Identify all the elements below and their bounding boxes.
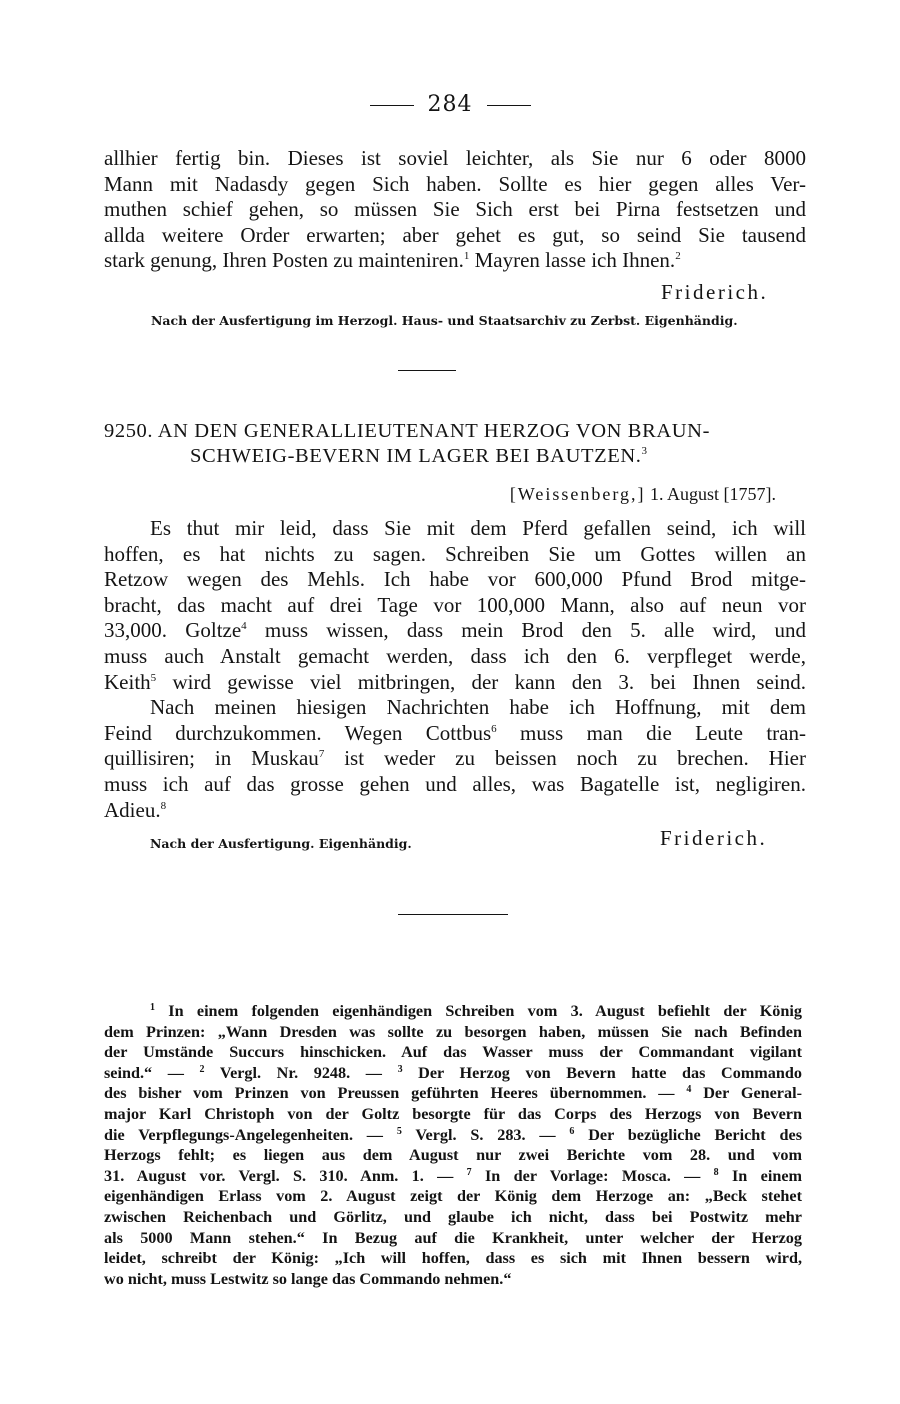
section-separator (398, 914, 508, 915)
text-line: muthen schief gehen, so müssen Sie Sich erst bei Pirna festsetzen und (104, 197, 806, 222)
footnote-ref: 5 (150, 671, 157, 684)
text-line (104, 618, 806, 644)
footnote-ref: 8 (160, 799, 167, 812)
text-line (104, 670, 806, 696)
text-segment: In einem (718, 1166, 802, 1185)
heading-line (104, 419, 806, 444)
footnote-ref: 6 (491, 722, 497, 735)
footnote-line: dem Prinzen: „Wann Dresden was sollte zu besorgen haben, müssen Sie nach Befinden (104, 1022, 802, 1041)
text-segment: Feind durchzukommen. Wegen Cottbus (104, 720, 492, 745)
footnote-marker: 1 (150, 1002, 155, 1013)
letter-heading (104, 419, 806, 469)
text-line: bracht, das macht auf drei Tage vor 100,000 Mann, also auf neun vor (104, 592, 806, 617)
footnote-line: eigenhändigen Erlass vom 2. August zeigt der König dem Herzoge an: „Beck stehet (104, 1187, 802, 1206)
footnote-line (104, 1001, 802, 1022)
footnote-marker: 2 (199, 1063, 205, 1075)
footnote-line: als 5000 Mann stehen.“ In Bezug auf die Krankheit, unter welcher der Herzog (104, 1228, 802, 1247)
text-segment: 33,000. Goltze (104, 618, 242, 643)
footnote-marker: 6 (569, 1125, 575, 1137)
text-segment: In der Vorlage: Mosca. — (471, 1166, 714, 1185)
signature: Friderich. (661, 280, 769, 304)
text-segment: Der General- (691, 1084, 802, 1103)
text-line (104, 798, 806, 824)
text-line: allda weitere Order erwarten; aber gehet es gut, so seind Sie tausend (104, 222, 806, 247)
text-segment: seind.“ — (104, 1063, 200, 1082)
page-number-header (0, 92, 900, 117)
text-segment: Adieu. (104, 797, 161, 822)
source-note: Nach der Ausfertigung im Herzogl. Haus- und Staatsarchiv zu Zerbst. Eigenhändig. (151, 313, 738, 328)
footnote-marker: 8 (713, 1166, 719, 1178)
text-line: hoffen, es hat nichts zu sagen. Schreiben Sie um Gottes willen an (104, 541, 806, 566)
text-line (104, 746, 806, 772)
footnote-line (104, 1063, 802, 1084)
text-line (104, 721, 806, 747)
letter-body (104, 516, 806, 823)
page-number: 284 (427, 92, 473, 117)
text-segment: Keith (104, 669, 151, 694)
footnote-ref: 4 (241, 620, 247, 633)
text-segment: Der Herzog von Bevern hatte das Commando (402, 1063, 802, 1082)
date-place: [Weissenberg,] (509, 484, 646, 504)
page-number-dash-left (370, 105, 414, 106)
text-segment: muss wissen, dass mein Brod den 5. alle wird, und (246, 618, 806, 643)
text-segment: die Verpflegungs-Angelegenheiten. — (104, 1125, 397, 1144)
page-number-dash-right (487, 105, 531, 106)
footnote-marker: 4 (686, 1084, 692, 1096)
text-line: Nach meinen hiesigen Nachrichten habe ich Hoffnung, mit dem (150, 695, 806, 720)
text-segment: muss man die Leute tran- (496, 720, 806, 745)
footnote-line: wo nicht, muss Lestwitz so lange das Commando nehmen.“ (104, 1269, 512, 1288)
text-segment: wird gewisse viel mitbringen, der kann den 3. bei Ihnen seind. (156, 669, 806, 694)
footnote-line: leidet, schreibt der König: „Ich will hoffen, dass es sich mit Ihnen bessern wird, (104, 1249, 802, 1268)
footnote-line (104, 1083, 802, 1104)
footnote-ref: 7 (318, 748, 325, 761)
text-segment: stark genung, Ihren Posten zu mainteniren. (104, 248, 464, 273)
text-line: muss auch Anstalt gemacht werden, dass ich den 6. verpfleget werde, (104, 643, 806, 668)
footnote-line: major Karl Christoph von der Goltz besorgte für das Corps des Herzogs von Bevern (104, 1104, 802, 1123)
continuation-text (104, 146, 806, 274)
text-line: Mann mit Nadasdy gegen Sich haben. Sollte es hier gegen alles Ver- (104, 171, 806, 196)
footnote-marker: 7 (466, 1166, 472, 1178)
footnote-line: der Umstände Succurs hinschicken. Auf das Wasser muss der Commandant vigilant (104, 1043, 802, 1062)
footnote-ref: 1 (463, 250, 470, 263)
letter-number: 9250. (104, 420, 154, 442)
footnote-ref: 2 (675, 250, 681, 263)
source-note: Nach der Ausfertigung. Eigenhändig. (150, 836, 412, 851)
text-segment: quillisiren; in Muskau (104, 746, 319, 771)
date: 1. August [1757]. (645, 484, 776, 504)
text-segment: Vergl. Nr. 9248. — (204, 1063, 398, 1082)
footnotes (104, 1001, 802, 1289)
footnote-marker: 3 (397, 1063, 403, 1075)
text-segment: Mayren lasse ich Ihnen. (469, 248, 676, 273)
text-segment: In einem folgenden eigenhändigen Schreiben vom 3. August befiehlt der König (155, 1002, 802, 1020)
text-line: Es thut mir leid, dass Sie mit dem Pferd gefallen seind, ich will (150, 516, 806, 540)
dateline (510, 484, 776, 505)
section-separator (398, 370, 456, 371)
text-segment: ist weder zu beissen noch zu brechen. Hier (324, 746, 806, 771)
footnote-marker: 5 (396, 1125, 402, 1137)
footnote-line: Herzogs fehlt; es liegen aus dem August nur zwei Berichte vom 28. und vom (104, 1146, 802, 1165)
text-line: allhier fertig bin. Dieses ist soviel leichter, als Sie nur 6 oder 8000 (104, 146, 806, 170)
heading-text: AN DEN GENERALLIEUTENANT HERZOG VON BRAUN- (157, 420, 710, 442)
text-segment: des bisher vom Prinzen von Preussen geführten Heeres übernommen. — (104, 1084, 687, 1103)
text-line: Retzow wegen des Mehls. Ich habe vor 600,000 Pfund Brod mitge- (104, 567, 806, 592)
text-line (104, 248, 806, 274)
text-segment: Der bezügliche Bericht des (574, 1125, 802, 1144)
footnote-line (104, 1125, 802, 1146)
text-segment: Vergl. S. 283. — (401, 1125, 570, 1144)
footnote-line (104, 1166, 802, 1187)
heading-text: SCHWEIG-BEVERN IM LAGER BEI BAUTZEN. (190, 445, 642, 467)
footnote-ref: 3 (641, 445, 648, 457)
text-line: muss ich auf das grosse gehen und alles, was Bagatelle ist, negligiren. (104, 771, 806, 796)
text-segment: 31. August vor. Vergl. S. 310. Anm. 1. — (104, 1166, 467, 1185)
heading-line (104, 444, 806, 469)
footnote-line: zwischen Reichenbach und Görlitz, und glaube ich nicht, dass bei Postwitz mehr (104, 1207, 802, 1226)
signature: Friderich. (660, 826, 768, 850)
